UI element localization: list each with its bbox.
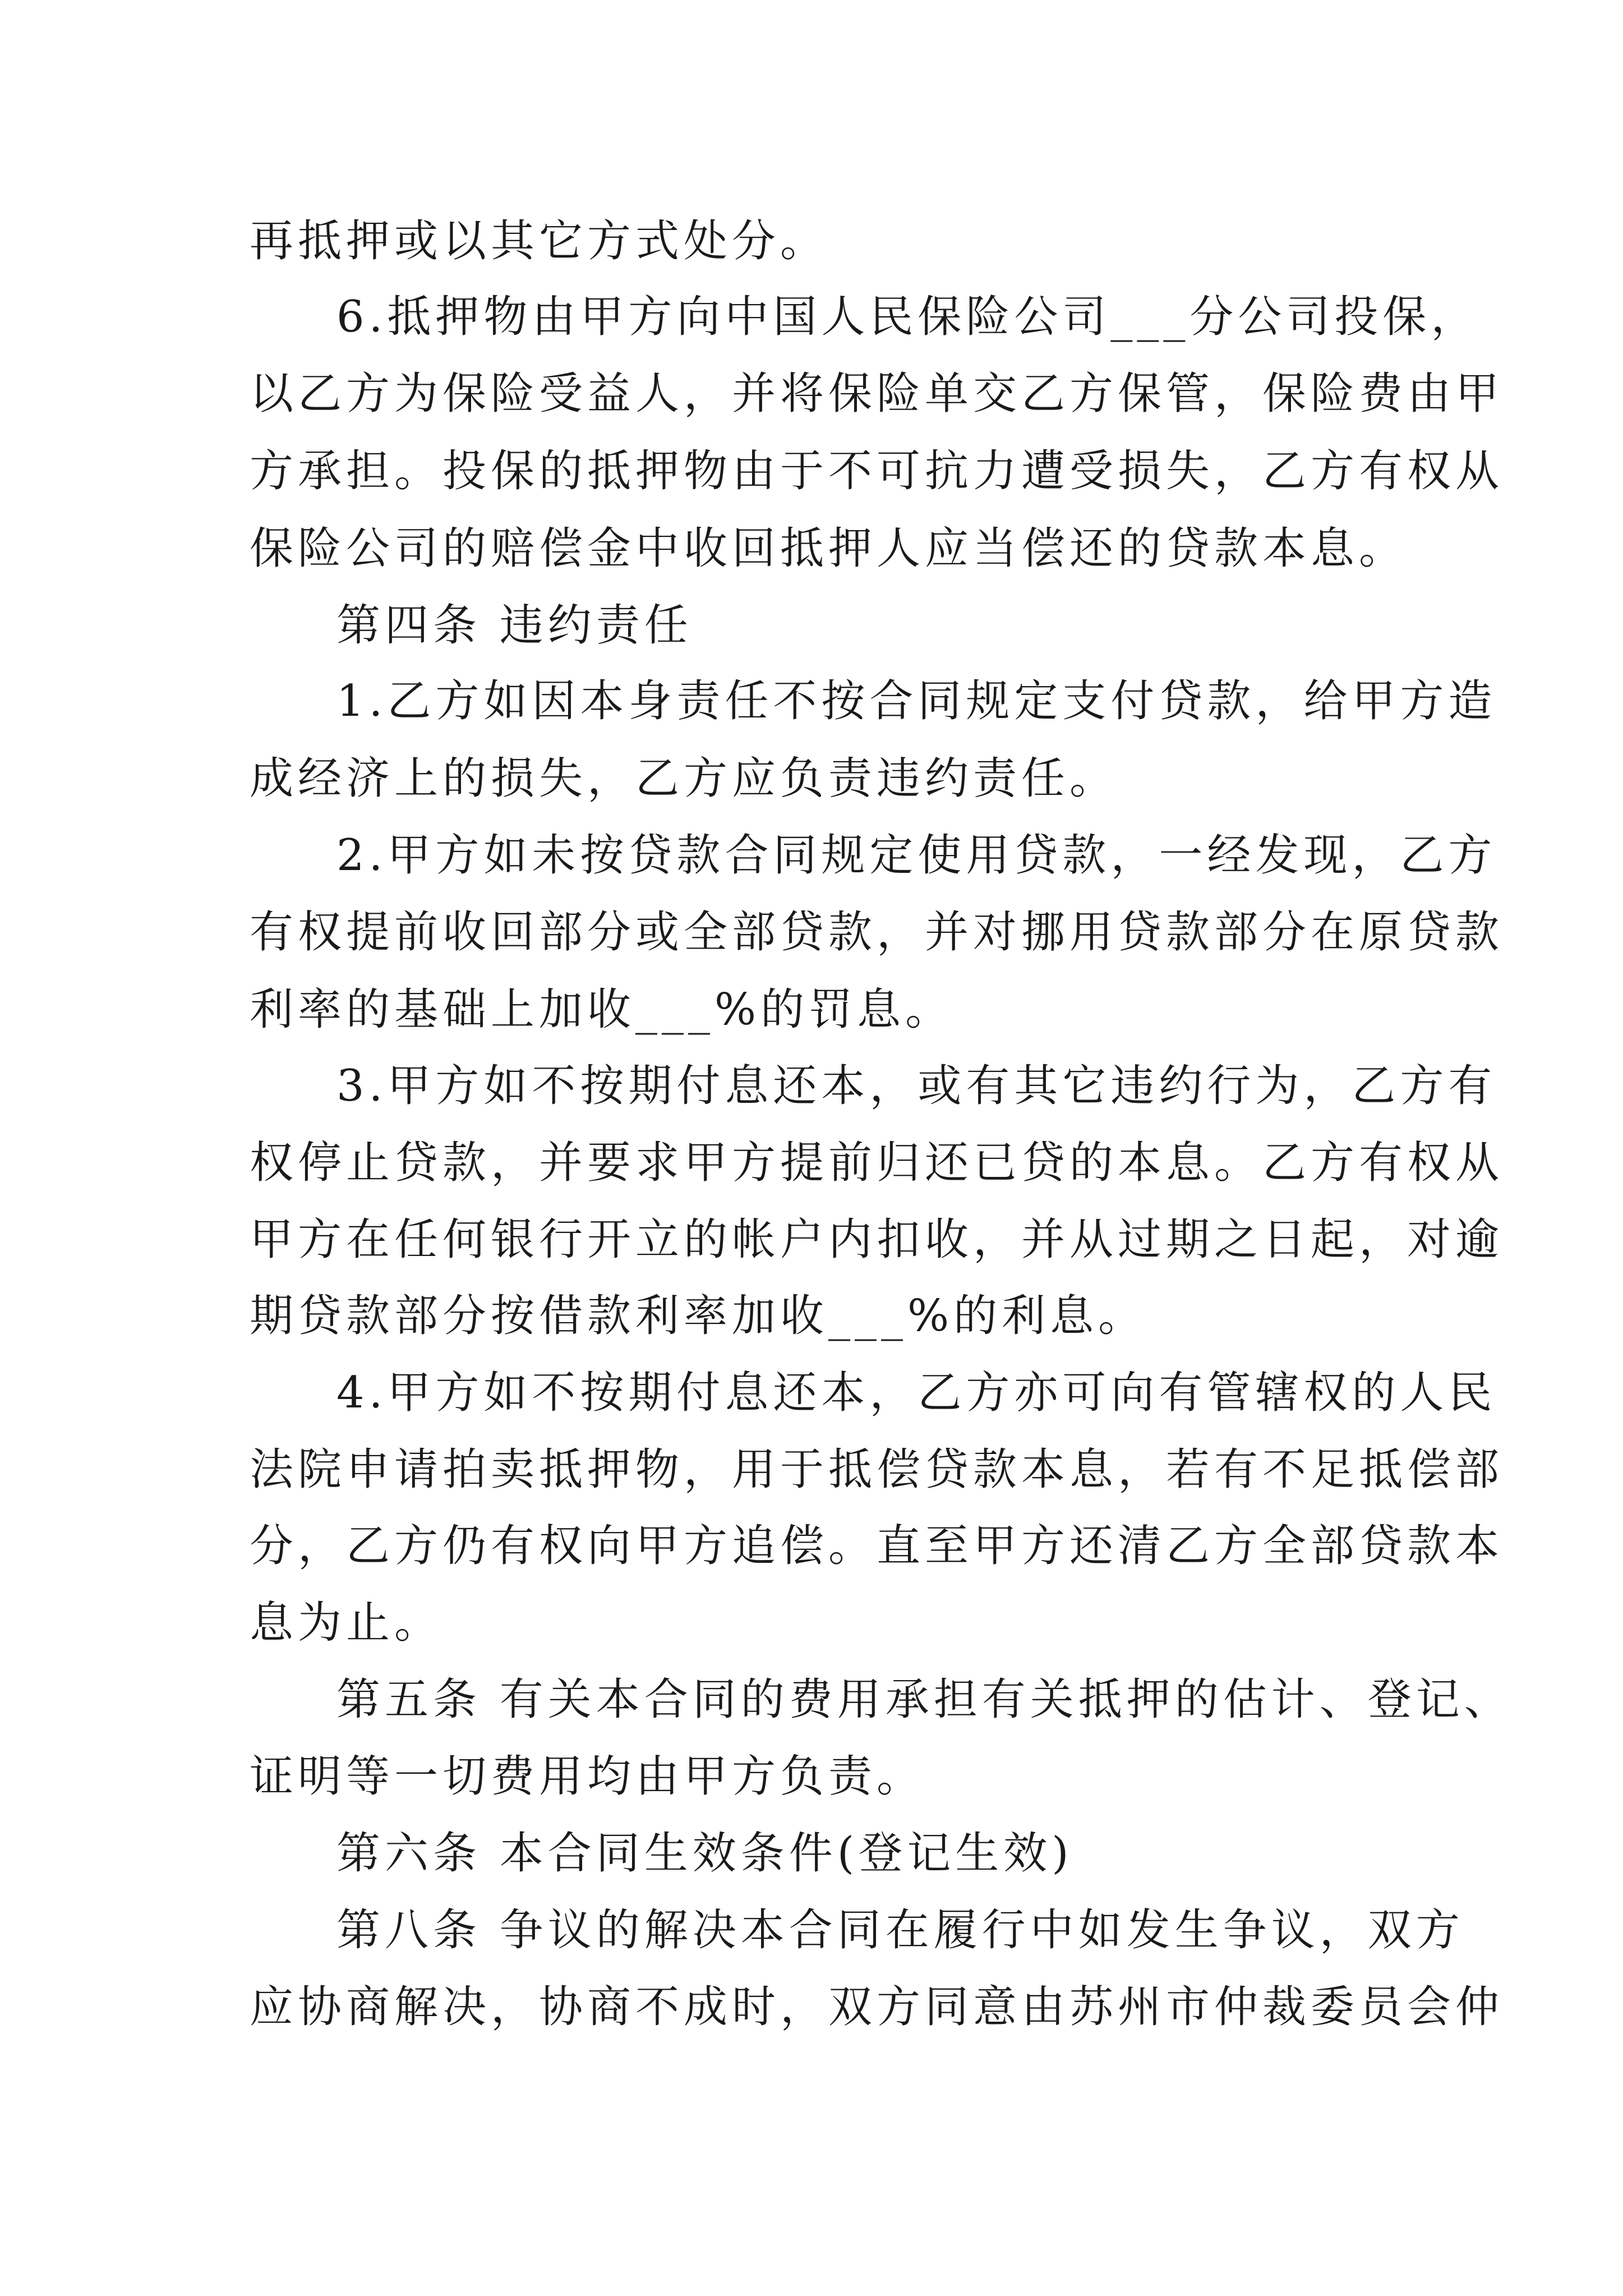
text-line: 甲方在任何银行开立的帐户内扣收，并从过期之日起，对逾 — [250, 1214, 1504, 1265]
text-line: 方承担。投保的抵押物由于不可抗力遭受损失，乙方有权从 — [250, 446, 1504, 496]
section-heading: 第五条 有关本合同的费用承担有关抵押的估计、登记、 — [336, 1674, 1513, 1725]
section-heading: 第四条 违约责任 — [336, 600, 693, 651]
text-line: 1.乙方如因本身责任不按合同规定支付贷款，给甲方造 — [336, 676, 1497, 726]
text-line: 保险公司的赔偿金中收回抵押人应当偿还的贷款本息。 — [250, 523, 1408, 574]
text-line: 应协商解决，协商不成时，双方同意由苏州市仲裁委员会仲 — [250, 1982, 1504, 2032]
text-line: 期贷款部分按借款利率加收___%的利息。 — [250, 1291, 1147, 1341]
text-line: 息为止。 — [250, 1598, 443, 1648]
text-line: 法院申请拍卖抵押物，用于抵偿贷款本息，若有不足抵偿部 — [250, 1444, 1504, 1495]
text-line: 有权提前收回部分或全部贷款，并对挪用贷款部分在原贷款 — [250, 907, 1504, 958]
text-line: 3.甲方如不按期付息还本，或有其它违约行为，乙方有 — [336, 1061, 1497, 1111]
text-line: 证明等一切费用均由甲方负责。 — [250, 1751, 925, 1802]
text-line: 分，乙方仍有权向甲方追偿。直至甲方还清乙方全部贷款本 — [250, 1521, 1504, 1571]
text-line: 权停止贷款，并要求甲方提前归还已贷的本息。乙方有权从 — [250, 1138, 1504, 1188]
text-line: 利率的基础上加收___%的罚息。 — [250, 984, 954, 1035]
text-line: 4.甲方如不按期付息还本，乙方亦可向有管辖权的人民 — [336, 1368, 1497, 1418]
text-line: 成经济上的损失，乙方应负责违约责任。 — [250, 753, 1118, 804]
text-line: 6.抵押物由甲方向中国人民保险公司___分公司投保， — [336, 292, 1479, 342]
text-line: 再抵押或以其它方式处分。 — [250, 216, 829, 266]
section-heading: 第六条 本合同生效条件(登记生效) — [336, 1828, 1073, 1879]
text-line: 2.甲方如未按贷款合同规定使用贷款，一经发现，乙方 — [336, 830, 1497, 881]
text-line: 以乙方为保险受益人，并将保险单交乙方保管，保险费由甲 — [250, 369, 1504, 419]
section-heading: 第八条 争议的解决本合同在履行中如发生争议，双方 — [336, 1905, 1464, 1955]
